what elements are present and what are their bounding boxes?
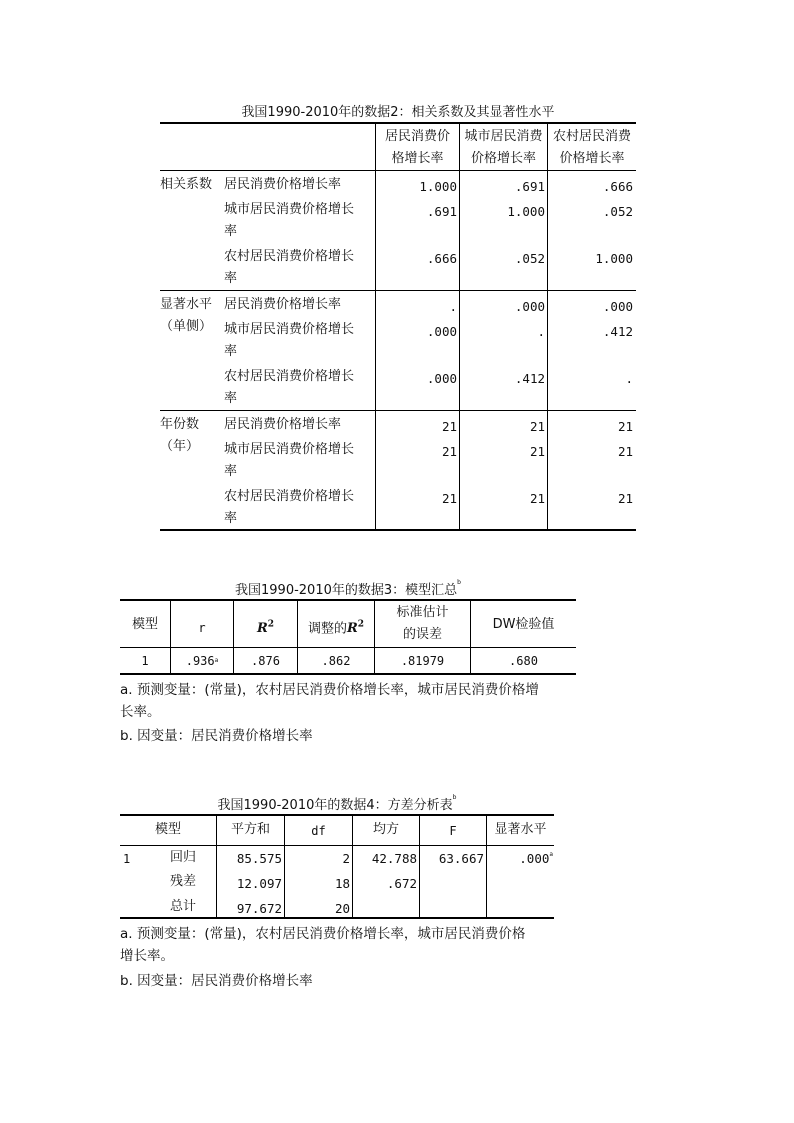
row-label-line: 城市居民消费价格增长: [224, 202, 355, 217]
table3-cell-adj-r2: .862: [321, 654, 351, 668]
table2-row-label: [224, 174, 341, 196]
table3-cell-dw: .680: [509, 654, 538, 668]
table2-row-label: [224, 439, 354, 483]
row-label-line: 农村居民消费价格增长: [224, 249, 355, 264]
header-line: 城市居民消费: [464, 129, 543, 144]
table4-cell: .672: [386, 876, 417, 891]
table4-header-ms: 均方: [372, 822, 399, 837]
footnote-marker: a: [549, 851, 553, 858]
table2-cell: .000: [514, 299, 545, 314]
header-line: 格增长率: [391, 151, 444, 166]
header-line: 价格增长率: [470, 151, 536, 166]
table4-cell: 63.667: [438, 851, 484, 866]
row-label-line: 农村居民消费价格增长: [224, 489, 355, 504]
note-line: 增长率。: [120, 948, 174, 964]
note-line: a. 预测变量：(常量)，农村居民消费价格增长率，城市居民消费价格: [120, 926, 526, 942]
row-label-line: 率: [224, 344, 238, 359]
table4-cell: 2: [342, 851, 350, 866]
table2-row-label: [224, 199, 354, 243]
group-label-line: （单侧）: [160, 319, 213, 334]
group-label-line: 显著水平: [160, 297, 213, 312]
table2-top-rule: [160, 122, 636, 124]
table4-note-b: b. 因变量：居民消费价格增长率: [120, 973, 313, 989]
table4-row-label: 总计: [170, 899, 197, 914]
table2-cell: .052: [602, 204, 633, 219]
row-label-line: 率: [224, 391, 238, 406]
table2-cell: .666: [602, 179, 633, 194]
table2-cell: .: [449, 299, 457, 314]
footnote-marker: a: [214, 657, 219, 664]
header-line: 农村居民消费: [552, 129, 631, 144]
table3-note-b: b. 因变量：居民消费价格增长率: [120, 728, 313, 744]
table2-row-label: [224, 319, 354, 363]
table2-cell: .691: [426, 204, 457, 219]
table2-cell: 1.000: [507, 204, 545, 219]
adj-r2-symbol: R: [346, 621, 358, 637]
table2-cell: .666: [426, 251, 457, 266]
table2-cell: 21: [441, 419, 457, 434]
table2-cell: .: [537, 324, 545, 339]
table2-header-col1: [376, 126, 459, 170]
row-label-line: 农村居民消费价格增长: [224, 369, 355, 384]
adj-r2-exponent: 2: [357, 620, 365, 630]
row-label-line: 率: [224, 271, 238, 286]
table4-header-rule: [120, 845, 554, 846]
table2-row-label: [224, 486, 354, 530]
row-label-line: 居民消费价格增长率: [224, 177, 342, 192]
table2-row-label: [224, 414, 341, 436]
row-label-line: 城市居民消费价格增长: [224, 442, 355, 457]
table4-cell: 85.575: [236, 851, 282, 866]
r2-symbol: R: [256, 621, 268, 637]
table3-title: [120, 579, 576, 598]
table2-row-label: [224, 366, 354, 410]
row-label-line: 居民消费价格增长率: [224, 417, 342, 432]
header-line: 的误差: [402, 627, 442, 642]
table2-cell: .: [625, 371, 633, 386]
table4-cell-sig: [487, 851, 553, 866]
table3-header-adj-r2: [298, 614, 374, 640]
table2-cell: .691: [514, 179, 545, 194]
table4-model-number: 1: [123, 852, 131, 866]
table2-cell: .000: [602, 299, 633, 314]
table2-cell: 21: [529, 444, 545, 459]
row-label-line: 居民消费价格增长率: [224, 297, 342, 312]
table4-row-label: 残差: [170, 874, 197, 889]
table2-cell: 21: [529, 491, 545, 506]
table3-bottom-rule: [120, 673, 576, 675]
table4-header-model: 模型: [154, 822, 181, 837]
table2-row-label: [224, 294, 341, 316]
note-line: 长率。: [120, 704, 161, 720]
table2-cell: 21: [529, 419, 545, 434]
table2-group-label: [160, 174, 212, 196]
r2-exponent: 2: [267, 620, 275, 630]
r-value: .936: [185, 654, 215, 668]
table3-header-dw: DW检验值: [492, 617, 555, 632]
table2-cell: 21: [441, 491, 457, 506]
table3-header-r: r: [198, 621, 206, 635]
table4-cell: 18: [334, 876, 350, 891]
table3-cell-r: [171, 651, 233, 671]
row-label-line: 城市居民消费价格增长: [224, 322, 355, 337]
table2-header-col3: [548, 126, 636, 170]
table4-header-f: F: [449, 824, 457, 838]
table2-cell: .412: [602, 324, 633, 339]
table2-cell: 1.000: [595, 251, 633, 266]
table4-note-a: [120, 923, 560, 967]
note-line: a. 预测变量：(常量)，农村居民消费价格增长率，城市居民消费价格增: [120, 682, 539, 698]
footnote-marker: b: [457, 579, 461, 586]
table3-cell-se: .81979: [400, 654, 445, 668]
table4-cell: 20: [334, 901, 350, 916]
table3-cell-model: 1: [141, 654, 149, 668]
table2-cell: 21: [441, 444, 457, 459]
table4-title: [120, 794, 554, 813]
header-line: 标准估计: [396, 605, 449, 620]
header-line: 价格增长率: [559, 151, 625, 166]
header-line: 居民消费价: [384, 129, 450, 144]
group-label-line: （年）: [160, 439, 200, 454]
table2-row-label: [224, 246, 354, 290]
table3-note-a: [120, 679, 580, 723]
table4-header-df: df: [311, 824, 326, 838]
table4-header-ss: 平方和: [230, 822, 270, 837]
table2-group-label: [160, 414, 199, 458]
row-label-line: 率: [224, 511, 238, 526]
sig-value: .000: [519, 851, 550, 866]
table2-group-rule-1: [160, 290, 636, 291]
footnote-marker: b: [452, 794, 457, 801]
table3-top-rule: [120, 599, 576, 601]
table2-cell: .052: [514, 251, 545, 266]
group-label-line: 年份数: [160, 417, 200, 432]
table3-header-r2: [234, 614, 297, 640]
table2-group-rule-2: [160, 410, 636, 411]
group-label-line: 相关系数: [160, 177, 213, 192]
table3-header-model: 模型: [131, 617, 158, 632]
table2-group-label: [160, 294, 212, 338]
table4-title-text: 我国1990-2010年的数据4：方差分析表: [217, 798, 453, 813]
table2-header-rule: [160, 170, 636, 171]
table4-cell: 97.672: [236, 901, 282, 916]
row-label-line: 率: [224, 224, 238, 239]
table2-cell: 21: [617, 491, 633, 506]
table2-cell: .000: [426, 324, 457, 339]
table2-cell: 21: [617, 419, 633, 434]
table2-cell: .000: [426, 371, 457, 386]
table3-header-se: [375, 602, 470, 646]
table2-title: 我国1990-2010年的数据2：相关系数及其显著性水平: [241, 105, 555, 120]
table3-header-rule: [120, 647, 576, 648]
table4-top-rule: [120, 814, 554, 816]
row-label-line: 率: [224, 464, 238, 479]
table2-cell: .412: [514, 371, 545, 386]
table2-header-col2: [460, 126, 547, 170]
table2-cell: 1.000: [419, 179, 457, 194]
table3-cell-r2: .876: [251, 654, 280, 668]
table2-cell: 21: [617, 444, 633, 459]
table4-cell: 42.788: [371, 851, 417, 866]
table4-header-sig: 显著水平: [494, 822, 547, 837]
table4-row-label: 回归: [170, 850, 197, 865]
table3-title-text: 我国1990-2010年的数据3：模型汇总: [235, 583, 458, 598]
table4-cell: 12.097: [236, 876, 282, 891]
adj-r2-prefix: 调整的: [307, 621, 347, 637]
